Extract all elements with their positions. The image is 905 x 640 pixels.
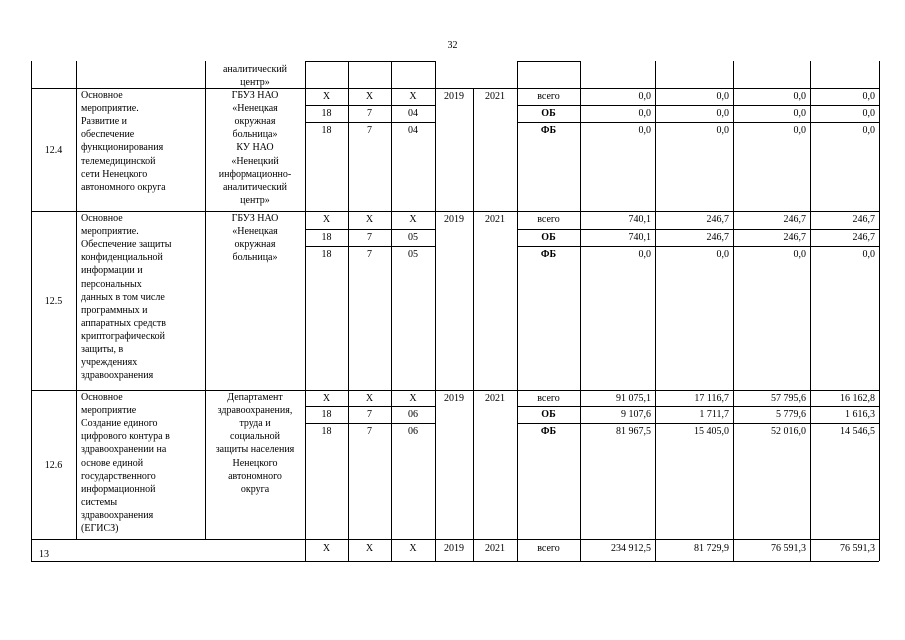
amount-cell: 17 116,7	[694, 393, 729, 404]
event-name-text: аппаратных средств	[81, 317, 166, 329]
amount-cell: 0,0	[716, 108, 729, 119]
subrow-border	[305, 105, 435, 106]
code-cell: 04	[408, 125, 418, 136]
executor-text: окружная	[234, 239, 276, 251]
row-border	[31, 88, 879, 89]
executor-text: труда и	[239, 418, 271, 430]
executor-text: «Ненецкая	[232, 103, 278, 115]
row-border	[31, 390, 879, 391]
col-border	[435, 390, 436, 539]
col-border	[435, 61, 436, 88]
amount-cell: 57 795,6	[771, 393, 806, 404]
amount-cell: 0,0	[638, 108, 651, 119]
event-name-text: программных и	[81, 304, 148, 316]
code-cell: Х	[322, 543, 331, 554]
amount-cell: 0,0	[716, 249, 729, 260]
col-border	[517, 88, 518, 211]
event-name-text: автономного округа	[81, 181, 166, 193]
subrow-border	[305, 406, 435, 407]
col-border	[733, 88, 734, 211]
code-cell: Х	[322, 91, 331, 102]
source-label: ОБ	[541, 409, 556, 420]
source-label: всего	[537, 91, 560, 102]
event-name-text: основе единой	[81, 457, 144, 469]
amount-cell: 91 075,1	[616, 393, 651, 404]
subrow-border	[305, 229, 435, 230]
executor-text: социальной	[230, 431, 280, 443]
col-border	[473, 88, 474, 211]
amount-cell: 740,1	[628, 214, 651, 225]
code-cell: 18	[321, 409, 332, 420]
amount-cell: 5 779,6	[776, 409, 806, 420]
col-border	[879, 88, 880, 211]
col-border	[810, 61, 811, 88]
row-border	[31, 211, 879, 212]
col-border	[305, 61, 306, 88]
subrow-border	[305, 122, 435, 123]
col-border	[348, 88, 349, 211]
executor-text: ГБУЗ НАО	[231, 213, 279, 224]
year-start: 2019	[444, 543, 464, 554]
subrow-border	[517, 423, 879, 424]
code-cell: 7	[367, 232, 372, 243]
col-border	[31, 539, 32, 561]
col-border	[76, 390, 77, 539]
event-name-text: информационной	[81, 483, 156, 495]
col-border	[76, 88, 77, 211]
executor-text: центр»	[240, 194, 270, 206]
event-name-text: функционирования	[81, 142, 164, 154]
row-number: 12.6	[44, 459, 63, 471]
event-name-text: Обеспечение защиты	[81, 239, 172, 251]
code-cell: 18	[321, 249, 332, 260]
amount-cell: 234 912,5	[611, 543, 651, 554]
event-name-text: обеспечение	[81, 129, 135, 141]
amount-cell: 15 405,0	[694, 426, 729, 437]
amount-cell: 0,0	[862, 91, 875, 102]
source-label: всего	[537, 543, 560, 554]
amount-cell: 0,0	[638, 91, 651, 102]
col-border	[517, 61, 518, 88]
subrow-border	[517, 229, 879, 230]
subrow-border	[517, 246, 879, 247]
year-start: 2019	[444, 91, 464, 102]
col-border	[879, 539, 880, 561]
row-border	[31, 561, 879, 562]
year-end: 2021	[485, 214, 505, 225]
amount-cell: 0,0	[638, 125, 651, 136]
code-cell: Х	[409, 214, 417, 225]
code-cell: 18	[321, 426, 332, 437]
amount-cell: 246,7	[852, 232, 875, 243]
executor-text: больница»	[232, 252, 278, 264]
amount-cell: 52 016,0	[771, 426, 806, 437]
code-cell: Х	[409, 393, 417, 404]
executor-text: больница»	[232, 129, 278, 141]
row-number: 13	[39, 549, 49, 560]
col-border	[655, 88, 656, 211]
amount-cell: 0,0	[793, 125, 806, 136]
amount-cell: 81 729,9	[694, 543, 729, 554]
executor-text: округа	[240, 483, 270, 495]
event-name-text: системы	[81, 496, 118, 508]
source-label: ОБ	[541, 232, 556, 243]
subrow-border	[517, 406, 879, 407]
source-label: ОБ	[541, 108, 556, 119]
col-border	[76, 211, 77, 390]
code-cell: 18	[321, 125, 332, 136]
col-border	[205, 211, 206, 390]
amount-cell: 0,0	[793, 108, 806, 119]
event-name-text: здравоохранении на	[81, 444, 167, 456]
year-start: 2019	[444, 393, 464, 404]
source-label: ФБ	[540, 249, 557, 260]
amount-cell: 246,7	[783, 232, 806, 243]
code-cell: 7	[367, 426, 372, 437]
code-cell: Х	[409, 91, 417, 102]
executor-text: Ненецкого	[232, 457, 278, 469]
row-border	[31, 539, 879, 540]
code-cell: 06	[408, 426, 418, 437]
code-cell: 7	[367, 125, 372, 136]
col-border	[473, 390, 474, 539]
event-name-text: (ЕГИСЗ)	[81, 523, 119, 534]
code-cell: Х	[409, 543, 417, 554]
amount-cell: 246,7	[852, 214, 875, 225]
executor-text: автономного	[228, 470, 282, 482]
year-end: 2021	[485, 393, 505, 404]
event-name-text: защиты, в	[81, 344, 124, 355]
col-border	[879, 61, 880, 88]
executor-text: центр»	[240, 77, 270, 89]
event-name-text: Основное	[81, 90, 123, 101]
event-name-text: криптографической	[81, 330, 166, 342]
block-border	[305, 61, 435, 62]
col-border	[76, 61, 77, 88]
col-border	[473, 211, 474, 390]
executor-text: Департамент	[227, 392, 283, 403]
amount-cell: 246,7	[783, 214, 806, 225]
col-border	[391, 88, 392, 211]
executor-text: ГБУЗ НАО	[231, 90, 279, 101]
code-cell: 7	[367, 409, 372, 420]
amount-cell: 0,0	[716, 125, 729, 136]
executor-text: «Ненецкий	[231, 155, 279, 167]
amount-cell: 76 591,3	[840, 543, 875, 554]
amount-cell: 81 967,5	[616, 426, 651, 437]
event-name-text: Основное	[81, 392, 123, 403]
amount-cell: 0,0	[862, 108, 875, 119]
col-border	[879, 390, 880, 539]
event-name-text: Основное	[81, 213, 123, 224]
code-cell: 18	[321, 232, 332, 243]
col-border	[655, 61, 656, 88]
event-name-text: мероприятие.	[81, 103, 139, 115]
executor-text: окружная	[234, 116, 276, 128]
executor-text: аналитический	[222, 64, 288, 75]
amount-cell: 0,0	[793, 249, 806, 260]
code-cell: 7	[367, 249, 372, 260]
row-number: 12.4	[44, 144, 63, 156]
source-label: ФБ	[540, 426, 557, 437]
col-border	[31, 61, 32, 88]
page-number: 32	[447, 40, 458, 51]
col-border	[879, 211, 880, 390]
col-border	[348, 61, 349, 88]
code-cell: 04	[408, 108, 418, 119]
amount-cell: 246,7	[706, 232, 729, 243]
amount-cell: 740,1	[628, 232, 651, 243]
code-cell: Х	[365, 214, 374, 225]
code-cell: Х	[322, 393, 331, 404]
event-name-text: конфиденциальной	[81, 252, 163, 264]
event-name-text: сети Ненецкого	[81, 168, 148, 180]
code-cell: 05	[408, 232, 418, 243]
amount-cell: 1 711,7	[699, 409, 729, 420]
event-name-text: здравоохранения	[81, 370, 154, 382]
amount-cell: 0,0	[716, 91, 729, 102]
amount-cell: 0,0	[793, 91, 806, 102]
subrow-border	[517, 122, 879, 123]
subrow-border	[305, 246, 435, 247]
col-border	[733, 61, 734, 88]
code-cell: Х	[365, 543, 374, 554]
col-border	[305, 88, 306, 211]
event-name-text: мероприятие	[81, 405, 137, 417]
block-border	[517, 61, 580, 62]
executor-text: КУ НАО	[236, 142, 274, 154]
amount-cell: 246,7	[706, 214, 729, 225]
event-name-text: учреждениях	[81, 357, 138, 369]
code-cell: 05	[408, 249, 418, 260]
event-name-text: здравоохранения	[81, 509, 154, 521]
code-cell: 7	[367, 108, 372, 119]
code-cell: Х	[365, 91, 374, 102]
event-name-text: персональных	[81, 278, 142, 290]
col-border	[435, 88, 436, 211]
amount-cell: 0,0	[862, 125, 875, 136]
executor-text: защиты населения	[215, 444, 295, 456]
subrow-border	[517, 105, 879, 106]
source-label: всего	[537, 214, 560, 225]
executor-text: информационно-	[218, 168, 292, 180]
event-name-text: цифрового контура в	[81, 431, 170, 443]
year-end: 2021	[485, 543, 505, 554]
col-border	[810, 88, 811, 211]
row-number: 12.5	[44, 295, 63, 307]
amount-cell: 1 616,3	[845, 409, 875, 420]
event-name-text: государственного	[81, 470, 156, 482]
executor-text: «Ненецкая	[232, 226, 278, 238]
event-name-text: Создание единого	[81, 418, 158, 430]
amount-cell: 9 107,6	[621, 409, 651, 420]
amount-cell: 0,0	[862, 249, 875, 260]
code-cell: 18	[321, 108, 332, 119]
col-border	[391, 61, 392, 88]
event-name-text: данных в том числе	[81, 291, 165, 303]
amount-cell: 16 162,8	[840, 393, 875, 404]
source-label: всего	[537, 393, 560, 404]
code-cell: Х	[365, 393, 374, 404]
executor-text: аналитический	[222, 181, 288, 193]
event-name-text: Развитие и	[81, 116, 128, 128]
amount-cell: 14 546,5	[840, 426, 875, 437]
col-border	[580, 61, 581, 88]
event-name-text: телемедицинской	[81, 155, 156, 167]
code-cell: Х	[322, 214, 331, 225]
code-cell: 06	[408, 409, 418, 420]
event-name-text: информации и	[81, 265, 143, 277]
event-name-text: мероприятие.	[81, 226, 139, 238]
col-border	[435, 211, 436, 390]
subrow-border	[305, 423, 435, 424]
col-border	[580, 88, 581, 211]
year-end: 2021	[485, 91, 505, 102]
amount-cell: 76 591,3	[771, 543, 806, 554]
year-start: 2019	[444, 214, 464, 225]
source-label: ФБ	[540, 125, 557, 136]
executor-text: здравоохранения,	[217, 405, 293, 417]
amount-cell: 0,0	[638, 249, 651, 260]
